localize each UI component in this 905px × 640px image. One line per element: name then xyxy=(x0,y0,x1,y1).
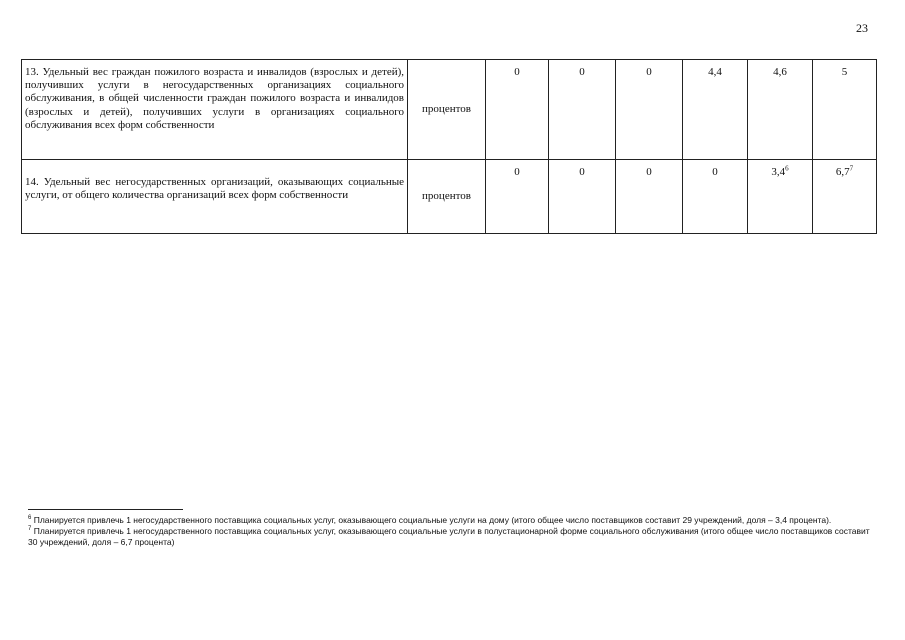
indicators-table xyxy=(21,59,877,234)
footnote-text: Планируется привлечь 1 негосударственного поставщика социальных услуг, оказывающего социальные услуги на дому (итого общее число поставщиков составит 29 учреждений, доля – 3,4 процента). xyxy=(31,515,832,525)
table-row xyxy=(22,60,877,160)
value-cell: 0 xyxy=(549,60,616,160)
value-cell: 5 xyxy=(813,60,877,160)
value-cell: 0 xyxy=(486,160,549,234)
indicator-description: 13. Удельный вес граждан пожилого возраста и инвалидов (взрослых и детей), получивших услуги в негосударственных организациях социального обслуживания, в общей численности граждан пожилого возраста и инвалидов (взрослых и детей), получивших услуги в организациях социального обслуживания всех форм собственности xyxy=(22,60,408,160)
value-cell: $3,4^6$ xyxy=(748,160,813,234)
page-number: 23 xyxy=(856,21,868,35)
value-cell: 0 xyxy=(486,60,549,160)
footnote-divider xyxy=(28,509,183,510)
unit-cell: процентов xyxy=(408,60,486,160)
value-cell: 0 xyxy=(616,160,683,234)
value-cell: 0 xyxy=(616,60,683,160)
value-cell: 0 xyxy=(549,160,616,234)
footnote-text: Планируется привлечь 1 негосударственного поставщика социальных услуг, оказывающего социальные услуги в полустационарной форме социального обслуживания (итого общее число поставщиков составит 30 учреждений, доля – 6,7 процента) xyxy=(28,526,870,547)
indicator-description: 14. Удельный вес негосударственных организаций, оказывающих социальные услуги, от общего количества организаций всех форм собственности xyxy=(22,160,408,234)
footnote-mark: 6 xyxy=(28,515,32,522)
unit-cell: процентов xyxy=(408,160,486,234)
table-row xyxy=(22,160,877,234)
value-cell: $6,7^7$ xyxy=(813,160,877,234)
footnote-6 xyxy=(28,515,876,526)
value-cell: 4,6 xyxy=(748,60,813,160)
footnotes xyxy=(28,515,876,548)
footnote-7 xyxy=(28,526,876,548)
value-cell: 0 xyxy=(683,160,748,234)
footnote-mark: 7 xyxy=(28,526,32,533)
value-cell: 4,4 xyxy=(683,60,748,160)
